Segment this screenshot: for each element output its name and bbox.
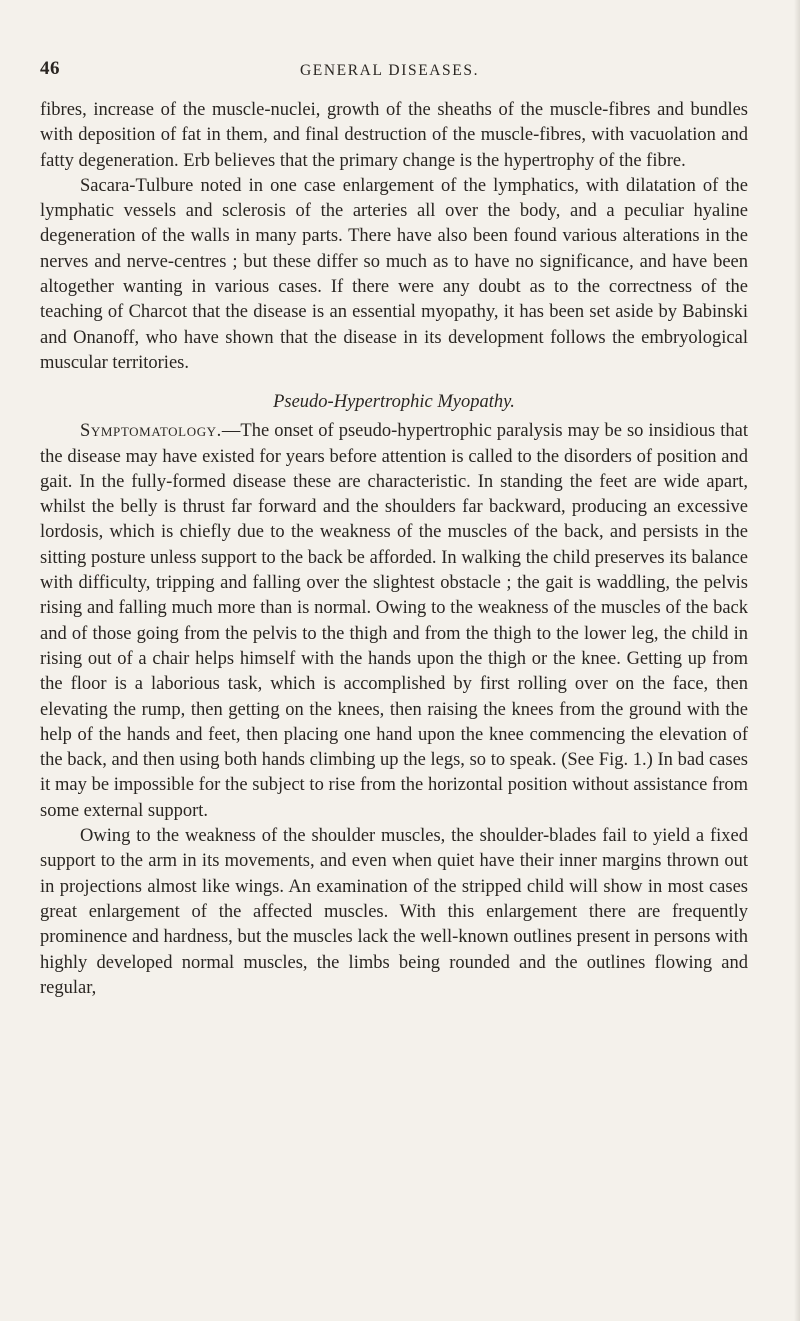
page-edge-shadow — [794, 0, 800, 1321]
section-heading: Pseudo-Hypertrophic Myopathy. — [273, 392, 515, 413]
page-number: 46 — [40, 58, 60, 79]
paragraph-symptomatology — [40, 419, 748, 824]
paragraph-symptomatology-text: —The onset of pseudo-hypertrophic paralysis may be so insidious that the disease may have existed for years before attention is called to the disorders of position and gait. In the fully-formed disease these are characteristic. In standing the feet are wide apart, whilst the belly is thrust far forward and the shoulders far backward, producing an excessive lordosis, which is chiefly due to the weakness of the muscles of the back, and persists in the sitting posture unless support to the back be afforded. In walking the child preserves its balance with difficulty, tripping and falling over the slightest obstacle ; the gait is waddling, the pelvis rising and falling much more than is normal. Owing to the weakness of the muscles of the back and of those going from the pelvis to the thigh and from the thigh to the lower leg, the child in rising out of a chair helps himself with the hands upon the thigh or the knee. Getting up from the floor is a laborious task, which is accomplished by first rolling over on the face, then elevating the rump, then getting on the knees, then raising the knees from the ground with the help of the hands and feet, then placing one hand upon the knee commencing the elevation of the back, and then using both hands climbing up the legs, so to speak. (See Fig. 1.) In bad cases it may be impossible for the subject to rise from the horizontal position without assistance from some external support. — [40, 421, 748, 821]
paragraph-continued: fibres, increase of the muscle-nuclei, growth of the sheaths of the muscle-fibres and bundles with deposition of fat in them, and final destruction of the muscle-fibres, with vacuolation and fatty degeneration. Erb believes that the primary change is the hypertrophy of the fibre. — [40, 100, 748, 171]
lead-term-symptomatology: Symptomatology. — [80, 421, 222, 442]
body-text — [40, 98, 748, 1001]
paragraph-sacara-tulbure: Sacara-Tulbure noted in one case enlargement of the lymphatics, with dilatation of the lymphatic vessels and sclerosis of the arteries all over the body, and a peculiar hyaline degeneration of the walls in many parts. There have also been found various alterations in the nerves and nerve-centres ; but these differ so much as to have no significance, and have been altogether wanting in various cases. If there were any doubt as to the correctness of the teaching of Charcot that the disease is an essential myopathy, it has been set aside by Babinski and Onanoff, who have shown that the disease in its development follows the embryological muscular territories. — [40, 175, 748, 373]
paragraph-shoulder-muscles: Owing to the weakness of the shoulder muscles, the shoulder-blades fail to yield a fixed support to the arm in its movements, and even when quiet have their inner margins thrown out in projections almost like wings. An examination of the stripped child will show in most cases great enlargement of the affected muscles. With this enlargement there are frequently prominence and hardness, but the muscles lack the well-known outlines present in persons with highly developed normal muscles, the limbs being rounded and the outlines flowing and regular, — [40, 826, 748, 998]
running-head: GENERAL DISEASES. — [300, 62, 480, 79]
